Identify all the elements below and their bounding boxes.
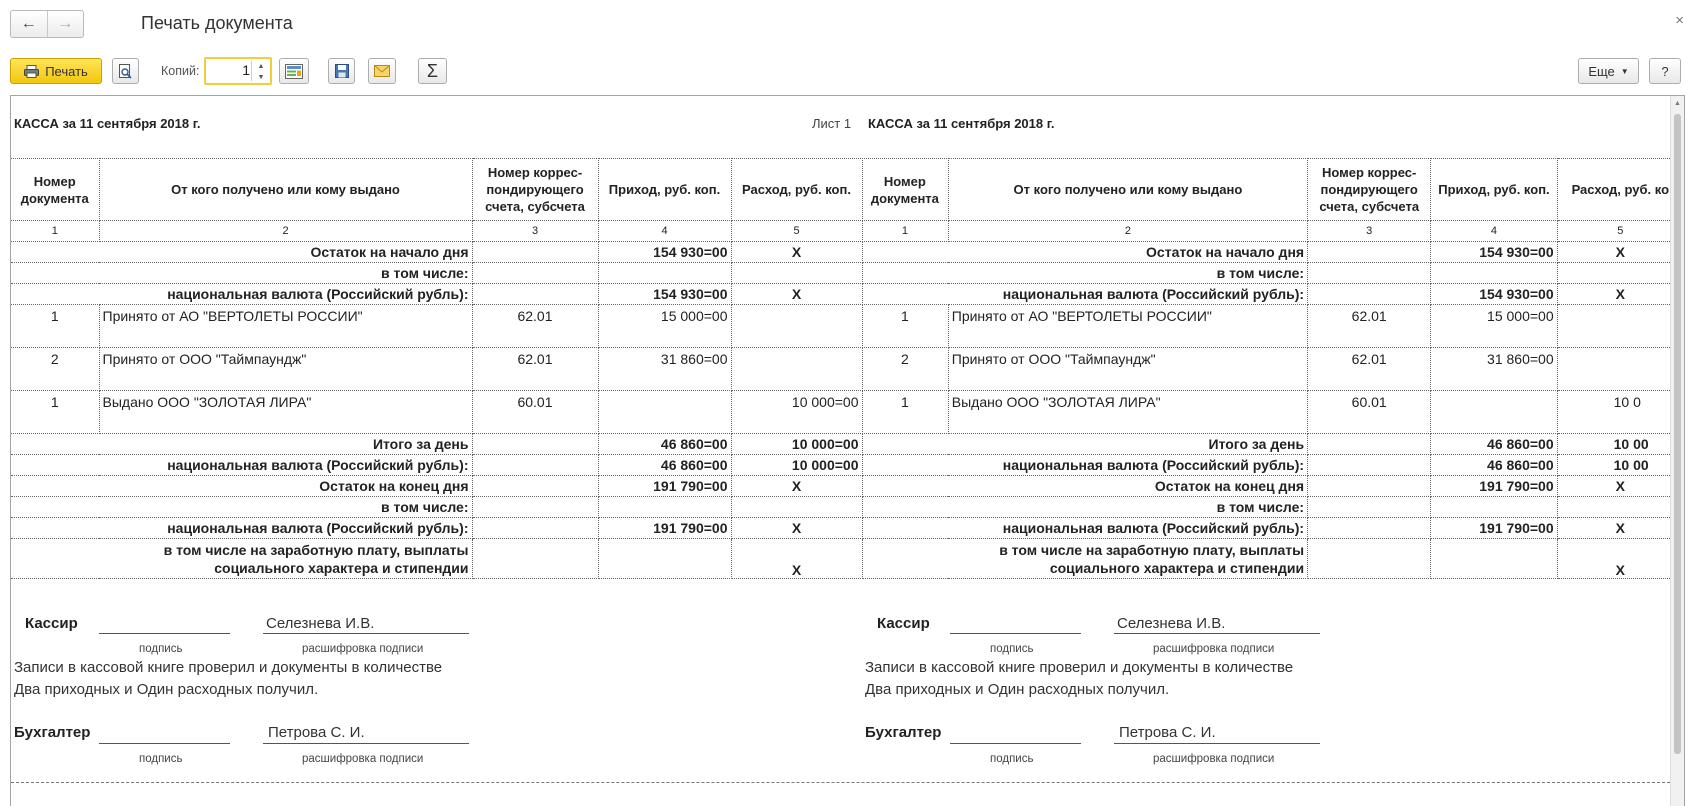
caption-decode: расшифровка подписи: [1153, 643, 1275, 655]
cell: [472, 539, 598, 579]
open-national-row: [11, 284, 862, 305]
row-label: в том числе:: [11, 497, 472, 518]
account-cell: 62.01: [472, 305, 598, 348]
cell: [1308, 539, 1431, 579]
expense-cell: X: [1557, 284, 1683, 305]
col-number: 3: [1308, 221, 1431, 242]
expense-cell: X: [1557, 539, 1683, 579]
cell: [1308, 455, 1431, 476]
cell: [472, 518, 598, 539]
doc-number-cell: 1: [862, 305, 948, 348]
caption-decode: расшифровка подписи: [302, 753, 424, 765]
cell: [472, 263, 598, 284]
scroll-thumb[interactable]: [1674, 114, 1681, 754]
more-button[interactable]: [1578, 58, 1639, 84]
open-national-row: [862, 284, 1684, 305]
col-number: 1: [862, 221, 948, 242]
cell: [1308, 476, 1431, 497]
row-label: в том числе:: [862, 263, 1308, 284]
verify-text-2: Два приходных и Один расходных получил.: [865, 681, 1170, 698]
row-label: Итого за день: [862, 434, 1308, 455]
income-cell: 191 790=00: [1431, 518, 1557, 539]
printer-icon: [24, 65, 39, 78]
stepper-down-icon[interactable]: ▼: [257, 74, 265, 81]
window-title: Печать документа: [141, 13, 293, 33]
page-settings-button[interactable]: [279, 58, 309, 84]
doc-number-cell: 2: [862, 348, 948, 391]
counterparty-cell: Принято от ООО "Таймпаундж": [948, 348, 1307, 391]
expense-cell: 10 000=00: [731, 391, 862, 434]
counterparty-cell: Принято от АО "ВЕРТОЛЕТЫ РОССИИ": [948, 305, 1307, 348]
scroll-up-icon[interactable]: ▲: [1674, 100, 1681, 107]
row-label: национальная валюта (Российский рубль):: [862, 518, 1308, 539]
row-label: национальная валюта (Российский рубль):: [862, 284, 1308, 305]
expense-cell: 10 00: [1557, 455, 1683, 476]
signature-line: [99, 743, 230, 744]
income-cell: 46 860=00: [598, 455, 731, 476]
cell: [1557, 263, 1683, 284]
cell: [731, 497, 862, 518]
income-cell: 154 930=00: [598, 242, 731, 263]
income-cell: 46 860=00: [1431, 434, 1557, 455]
income-cell: 154 930=00: [1431, 284, 1557, 305]
left-page-title: КАССА за 11 сентября 2018 г.: [14, 116, 201, 131]
salary-row: [11, 539, 862, 579]
cell: [1308, 434, 1431, 455]
expense-cell: X: [731, 476, 862, 497]
help-label: ?: [1661, 63, 1669, 79]
sigma-icon: Σ: [426, 60, 439, 81]
accountant-label: Бухгалтер: [865, 724, 942, 741]
copies-input[interactable]: 1: [242, 62, 250, 78]
caption-signature: подпись: [139, 753, 183, 765]
col-number: 3: [472, 221, 598, 242]
signature-line: [99, 633, 230, 634]
cell: [472, 284, 598, 305]
income-cell: [598, 391, 731, 434]
cashier-name: Селезнева И.В.: [1117, 615, 1226, 632]
chevron-down-icon: ▼: [1620, 66, 1629, 76]
print-button[interactable]: [10, 58, 102, 84]
report-sheet: [10, 95, 1685, 806]
col-number: 5: [731, 221, 862, 242]
signature-line: [950, 633, 1081, 634]
close-incl-row: [862, 497, 1684, 518]
cell: [598, 497, 731, 518]
page-settings-icon: [285, 64, 303, 79]
cashier-label: Кассир: [877, 615, 930, 632]
cell: [1308, 497, 1431, 518]
row-label-line: в том числе на заработную плату, выплаты: [999, 541, 1305, 558]
envelope-icon: [374, 65, 390, 77]
table-row: [862, 305, 1684, 348]
col-header-expense: Расход, руб. ко: [1557, 159, 1683, 221]
row-label: национальная валюта (Российский рубль):: [11, 455, 472, 476]
caption-signature: подпись: [990, 643, 1034, 655]
col-number: 4: [1431, 221, 1557, 242]
close-button[interactable]: [1675, 12, 1684, 29]
income-cell: [1431, 391, 1557, 434]
expense-cell: 10 000=00: [731, 455, 862, 476]
income-cell: 191 790=00: [598, 476, 731, 497]
expense-cell: [1557, 348, 1683, 391]
counterparty-cell: Выдано ООО "ЗОЛОТАЯ ЛИРА": [948, 391, 1307, 434]
table-row: [11, 348, 862, 391]
row-label: национальная валюта (Российский рубль):: [11, 284, 472, 305]
cell: [731, 263, 862, 284]
account-cell: 62.01: [1308, 348, 1431, 391]
row-label-line: в том числе на заработную плату, выплаты: [163, 541, 469, 558]
expense-cell: X: [1557, 518, 1683, 539]
row-label: в том числе:: [11, 263, 472, 284]
accountant-label: Бухгалтер: [14, 724, 91, 741]
account-cell: 62.01: [1308, 305, 1431, 348]
stepper-up-icon[interactable]: ▲: [257, 63, 265, 70]
copies-stepper[interactable]: [204, 57, 272, 85]
signature-line: [263, 633, 469, 634]
open-balance-row: [862, 242, 1684, 263]
row-label: Остаток на начало дня: [862, 242, 1308, 263]
send-email-button[interactable]: [368, 58, 396, 84]
caption-signature: подпись: [139, 643, 183, 655]
col-header-account: Номер коррес-пондирующего счета, субсчета: [1308, 159, 1431, 221]
expense-cell: 10 00: [1557, 434, 1683, 455]
income-cell: 15 000=00: [598, 305, 731, 348]
verify-text-2: Два приходных и Один расходных получил.: [14, 681, 319, 698]
expense-cell: X: [731, 242, 862, 263]
cell: [1431, 263, 1557, 284]
col-number: 5: [1557, 221, 1683, 242]
close-national-row: [11, 518, 862, 539]
counterparty-cell: Принято от ООО "Таймпаундж": [99, 348, 472, 391]
row-label: национальная валюта (Российский рубль):: [11, 518, 472, 539]
cell: [1431, 539, 1557, 579]
cell: [1308, 518, 1431, 539]
row-label: Остаток на конец дня: [862, 476, 1308, 497]
table-header-row: [11, 159, 862, 221]
page-break-line: [11, 782, 1670, 783]
more-label: Еще: [1588, 63, 1615, 79]
col-header-income: Приход, руб. коп.: [1431, 159, 1557, 221]
income-cell: 15 000=00: [1431, 305, 1557, 348]
row-label: Остаток на конец дня: [11, 476, 472, 497]
table-row: [11, 391, 862, 434]
income-cell: 31 860=00: [598, 348, 731, 391]
expense-cell: X: [731, 539, 862, 579]
open-incl-row: [11, 263, 862, 284]
day-total-row: [862, 434, 1684, 455]
left-cash-table: [11, 158, 863, 579]
account-cell: 60.01: [472, 391, 598, 434]
right-page-title: КАССА за 11 сентября 2018 г.: [868, 116, 1055, 131]
salary-row: [862, 539, 1684, 579]
preview-button[interactable]: [112, 58, 139, 84]
close-balance-row: [11, 476, 862, 497]
stepper-divider: [251, 61, 252, 81]
accountant-name: Петрова С. И.: [1119, 724, 1216, 741]
help-button[interactable]: [1649, 58, 1681, 84]
signature-line: [263, 743, 469, 744]
back-button[interactable]: [11, 11, 47, 37]
counterparty-cell: Выдано ООО "ЗОЛОТАЯ ЛИРА": [99, 391, 472, 434]
cell: [1431, 497, 1557, 518]
income-cell: 46 860=00: [1431, 455, 1557, 476]
page-preview-icon: [118, 64, 133, 79]
open-incl-row: [862, 263, 1684, 284]
col-header-doc-number: Номер документа: [11, 159, 99, 221]
forward-arrow-icon: →: [57, 15, 74, 32]
expense-cell: X: [1557, 242, 1683, 263]
income-cell: 46 860=00: [598, 434, 731, 455]
income-cell: 154 930=00: [598, 284, 731, 305]
account-cell: 60.01: [1308, 391, 1431, 434]
cell: [472, 497, 598, 518]
expense-cell: [731, 305, 862, 348]
cell: [472, 434, 598, 455]
close-national-row: [862, 518, 1684, 539]
cell: [1308, 242, 1431, 263]
print-label: Печать: [45, 63, 88, 79]
col-number: 1: [11, 221, 99, 242]
verify-text-1: Записи в кассовой книге проверил и документы в количестве: [865, 659, 1294, 676]
doc-number-cell: 1: [862, 391, 948, 434]
navigation-buttons: [10, 10, 84, 38]
table-row: [862, 391, 1684, 434]
sheet-number: Лист 1: [812, 116, 852, 131]
expense-cell: X: [731, 518, 862, 539]
row-label-line: социального характера и стипендии: [1049, 559, 1305, 576]
col-header-account: Номер коррес-пондирующего счета, субсчета: [472, 159, 598, 221]
signature-line: [1114, 743, 1320, 744]
row-label: [862, 539, 1308, 579]
sum-button[interactable]: [418, 58, 447, 84]
income-cell: 154 930=00: [1431, 242, 1557, 263]
cell: [598, 539, 731, 579]
save-button[interactable]: [328, 58, 355, 84]
row-label: Итого за день: [11, 434, 472, 455]
row-label-line: социального характера и стипендии: [214, 559, 469, 576]
expense-cell: X: [731, 284, 862, 305]
floppy-disk-icon: [335, 64, 349, 78]
row-label: [11, 539, 472, 579]
table-row: [11, 305, 862, 348]
expense-cell: 10 0: [1557, 391, 1683, 434]
forward-button[interactable]: [47, 11, 84, 37]
right-cash-table: [862, 158, 1684, 579]
expense-cell: [731, 348, 862, 391]
close-balance-row: [862, 476, 1684, 497]
cell: [1308, 284, 1431, 305]
row-label: Остаток на начало дня: [11, 242, 472, 263]
column-numbers-row: [11, 221, 862, 242]
doc-number-cell: 2: [11, 348, 99, 391]
day-national-row: [11, 455, 862, 476]
expense-cell: [1557, 305, 1683, 348]
col-number: 2: [948, 221, 1307, 242]
doc-number-cell: 1: [11, 305, 99, 348]
col-header-expense: Расход, руб. коп.: [731, 159, 862, 221]
row-label: в том числе:: [862, 497, 1308, 518]
caption-decode: расшифровка подписи: [302, 643, 424, 655]
col-number: 2: [99, 221, 472, 242]
col-header-counterparty: От кого получено или кому выдано: [99, 159, 472, 221]
day-national-row: [862, 455, 1684, 476]
cell: [1308, 263, 1431, 284]
open-balance-row: [11, 242, 862, 263]
cashier-label: Кассир: [25, 615, 78, 632]
cell: [472, 242, 598, 263]
col-header-counterparty: От кого получено или кому выдано: [948, 159, 1307, 221]
col-header-doc-number: Номер документа: [862, 159, 948, 221]
row-label: национальная валюта (Российский рубль):: [862, 455, 1308, 476]
signature-line: [1114, 633, 1320, 634]
counterparty-cell: Принято от АО "ВЕРТОЛЕТЫ РОССИИ": [99, 305, 472, 348]
cashier-name: Селезнева И.В.: [266, 615, 375, 632]
table-row: [862, 348, 1684, 391]
doc-number-cell: 1: [11, 391, 99, 434]
verify-text-1: Записи в кассовой книге проверил и документы в количестве: [14, 659, 443, 676]
signature-line: [950, 743, 1081, 744]
col-header-income: Приход, руб. коп.: [598, 159, 731, 221]
income-cell: 191 790=00: [1431, 476, 1557, 497]
income-cell: 191 790=00: [598, 518, 731, 539]
cell: [472, 455, 598, 476]
close-icon: ×: [1675, 12, 1684, 29]
cell: [472, 476, 598, 497]
column-numbers-row: [862, 221, 1684, 242]
copies-label: Копий:: [161, 64, 200, 78]
cell: [598, 263, 731, 284]
caption-signature: подпись: [990, 753, 1034, 765]
table-header-row: [862, 159, 1684, 221]
back-arrow-icon: ←: [20, 15, 37, 32]
expense-cell: X: [1557, 476, 1683, 497]
close-incl-row: [11, 497, 862, 518]
col-number: 4: [598, 221, 731, 242]
caption-decode: расшифровка подписи: [1153, 753, 1275, 765]
income-cell: 31 860=00: [1431, 348, 1557, 391]
account-cell: 62.01: [472, 348, 598, 391]
cell: [1557, 497, 1683, 518]
expense-cell: 10 000=00: [731, 434, 862, 455]
day-total-row: [11, 434, 862, 455]
accountant-name: Петрова С. И.: [268, 724, 365, 741]
vertical-scrollbar[interactable]: [1670, 96, 1684, 806]
